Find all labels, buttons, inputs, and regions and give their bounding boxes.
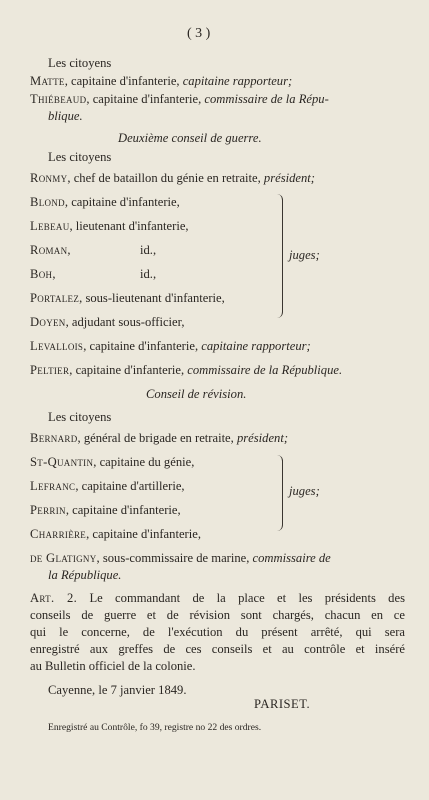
rank-text: , capitaine d'infanterie, [86,527,201,541]
rank-text: , sous-commissaire de marine, [96,551,253,565]
juges-label: juges; [289,248,320,262]
role-continuation: blique. [48,109,83,123]
name-charriere: Charrière [30,527,87,541]
name-blond: Blond [30,195,65,209]
member-line: Boh, [30,267,56,281]
name-st-quantin: St-Quantin [30,455,94,469]
date-line: Cayenne, le 7 janvier 1849. [48,683,187,697]
name-peltier: Peltier [30,363,70,377]
member-line [30,339,311,354]
name-portalez: Portalez [30,291,80,305]
name-ronmy: Ronmy [30,171,68,185]
member-line [30,195,180,210]
member-line: Roman, [30,243,71,257]
intro-citizens-3: Les citoyens [48,410,112,424]
member-line [30,363,342,378]
member-line [30,455,194,470]
name-roman: Roman [30,243,68,257]
name-boh: Boh [30,267,53,281]
role-text: président; [236,431,289,445]
intro-citizens-1: Les citoyens [48,56,112,70]
name-bernard: Bernard [30,431,78,445]
member-line [30,431,288,446]
rank-text: , capitaine d'infanterie, [83,339,202,353]
name-matte: Matte [30,74,65,88]
member-line [30,551,331,566]
section-heading-deuxieme-conseil: Deuxième conseil de guerre. [118,131,262,145]
registration-footer: Enregistré au Contrôle, fo 39, registre no 22 des ordres. [48,722,262,733]
member-line [30,479,185,494]
rank-text: , capitaine d'infanterie, [69,363,188,377]
rank-text: , chef de bataillon du génie en retraite, [67,171,264,185]
idem-mark: id., [140,267,157,281]
role-text: commissaire de [252,551,331,565]
article-label: Art. 2. [30,591,78,605]
role-text: capitaine rapporteur; [182,74,293,88]
signature: PARISET. [254,697,311,711]
name-lefranc: Lefranc [30,479,76,493]
rank-text: , capitaine d'infanterie, [65,503,181,517]
article-line-1: Art. 2. Le commandant de la place et les présidents des [30,591,405,605]
rank-text: , adjudant sous-officier, [65,315,185,329]
rank-text: , sous-lieutenant d'infanterie, [79,291,225,305]
brace-juges-guerre [276,194,283,318]
role-text: commissaire de la Répu- [204,92,329,106]
rank-text: , capitaine d'infanterie, [64,74,183,88]
role-text: commissaire de la République. [187,363,343,377]
name-de-glatigny: de Glatigny [30,551,97,565]
member-line [30,171,315,186]
role-text: président; [263,171,315,185]
rank-text: , lieutenant d'infanterie, [69,219,189,233]
rank-text: , capitaine du génie, [93,455,195,469]
brace-juges-revision [276,455,283,531]
article-line-5: au Bulletin officiel de la colonie. [30,659,196,673]
rank-text: , capitaine d'infanterie, [64,195,180,209]
role-continuation: la République. [48,568,122,582]
article-line-3: qui le concerne, de l'exécution du présent arrêté, qui sera [30,625,405,639]
name-thiebeaud: Thiébeaud [30,92,87,106]
role-text: capitaine rapporteur; [201,339,311,353]
intro-citizens-2: Les citoyens [48,150,112,164]
member-line [30,527,201,542]
rapporteur-line [30,74,292,89]
name-perrin: Perrin [30,503,66,517]
idem-mark: id., [140,243,157,257]
page-number: ( 3 ) [187,26,211,41]
rank-text: , capitaine d'artillerie, [75,479,185,493]
commissaire-line [30,92,329,107]
article-line-4: enregistré aux greffes de ces conseils et au contrôle et inséré [30,642,405,656]
member-line [30,219,189,234]
member-line [30,315,184,330]
name-doyen: Doyen [30,315,66,329]
name-lebeau: Lebeau [30,219,70,233]
section-heading-conseil-revision: Conseil de révision. [146,387,247,401]
name-levallois: Levallois [30,339,84,353]
member-line [30,291,225,306]
article-line-2: conseils de guerre et de révision sont chargés, chacun en ce [30,608,405,622]
rank-text: , capitaine d'infanterie, [86,92,205,106]
member-line [30,503,181,518]
juges-label: juges; [289,484,320,498]
rank-text: , général de brigade en retraite, [77,431,237,445]
